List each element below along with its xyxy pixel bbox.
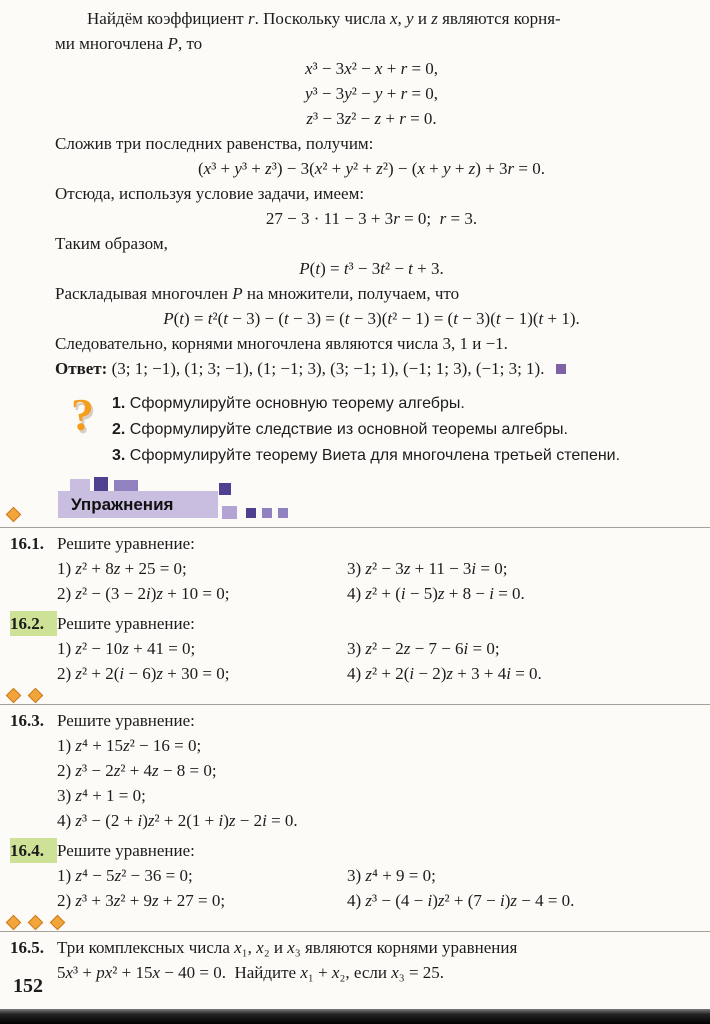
exercise-task: Решите уравнение: bbox=[57, 534, 195, 553]
equation-system-x: x³ − 3x² − x + r = 0, bbox=[304, 59, 439, 78]
exercise-16-4 bbox=[0, 835, 710, 915]
exercise-task: Решите уравнение: bbox=[57, 614, 195, 633]
equation-polynomial: P(t) = t³ − 3t² − t + 3. bbox=[299, 259, 444, 278]
questions-block bbox=[55, 389, 688, 475]
question-item bbox=[112, 417, 666, 443]
decoration-square bbox=[219, 483, 231, 495]
exercise-item: 3) z⁴ + 1 = 0; bbox=[57, 786, 146, 805]
equation-factored: P(t) = t²(t − 3) − (t − 3) = (t − 3)(t² − 1) = (t − 3)(t − 1)(t + 1). bbox=[163, 309, 580, 328]
exercise-number: 16.1. bbox=[10, 534, 44, 553]
exercise-task: Решите уравнение: bbox=[57, 711, 195, 730]
question-mark-icon: ? bbox=[71, 389, 94, 440]
separator-diamonds bbox=[0, 688, 710, 704]
exercise-number-highlighted: 16.4. bbox=[10, 838, 57, 863]
exercise-number: 16.3. bbox=[10, 711, 44, 730]
exercise-column-left bbox=[57, 636, 347, 686]
question-number: 2. bbox=[112, 421, 126, 438]
decoration-square bbox=[222, 506, 237, 519]
question-text: Сформулируйте следствие из основной теоремы алгебры. bbox=[129, 421, 568, 438]
question-text: Сформулируйте теорему Виета для многочлена третьей степени. bbox=[129, 447, 621, 464]
equation-system-z: z³ − 3z² − z + r = 0. bbox=[306, 109, 437, 128]
answer-label: Ответ: bbox=[55, 359, 108, 378]
question-number: 3. bbox=[112, 447, 126, 464]
decoration-square bbox=[278, 508, 288, 518]
exercise-task-continued: 5x³ + px² + 15x − 40 = 0. Найдите x₁ + x₂, если x₃ = 25. bbox=[57, 963, 445, 982]
separator-diamonds bbox=[0, 915, 710, 931]
diamond-icon bbox=[28, 687, 44, 703]
exercises-header bbox=[0, 477, 710, 527]
exercise-16-5 bbox=[0, 932, 710, 987]
decoration-square bbox=[246, 508, 256, 518]
exercise-16-3 bbox=[0, 705, 710, 835]
exercise-items bbox=[57, 863, 688, 913]
diamond-icon bbox=[6, 914, 22, 930]
exercise-task: Три комплексных числа x₁, x₂ и x₃ являются корнями уравнения bbox=[57, 938, 518, 957]
exercise-items bbox=[57, 636, 688, 686]
diamond-icon bbox=[50, 914, 66, 930]
equation-condition: 27 − 3 · 11 − 3 + 3r = 0; r = 3. bbox=[265, 209, 478, 228]
question-item bbox=[112, 391, 666, 417]
exercise-item: 4) z³ − (2 + i)z² + 2(1 + i)z − 2i = 0. bbox=[57, 811, 298, 830]
exercise-number-highlighted: 16.2. bbox=[10, 611, 57, 636]
diamond-icon bbox=[6, 507, 22, 523]
qed-square-icon bbox=[556, 364, 566, 374]
solution-paragraph-factor: Раскладывая многочлен P на множители, получаем, что bbox=[55, 284, 460, 303]
solution-block bbox=[55, 6, 688, 381]
exercise-head bbox=[10, 531, 688, 556]
exercise-16-1 bbox=[0, 528, 710, 608]
exercise-column-right bbox=[347, 636, 542, 686]
exercise-item: 2) z³ + 3z² + 9z + 27 = 0; bbox=[57, 891, 226, 910]
equation-system-y: y³ − 3y² − y + r = 0, bbox=[304, 84, 439, 103]
exercise-item: 1) z⁴ − 5z² − 36 = 0; bbox=[57, 866, 193, 885]
exercise-head bbox=[10, 611, 688, 636]
page-number: 152 bbox=[13, 975, 43, 997]
diamond-icon bbox=[28, 914, 44, 930]
solution-paragraph-condition: Отсюда, используя условие задачи, имеем: bbox=[55, 184, 365, 203]
page-bottom-edge bbox=[0, 1009, 710, 1024]
diamond-icon bbox=[6, 687, 22, 703]
exercise-item: 2) z² + 2(i − 6)z + 30 = 0; bbox=[57, 664, 230, 683]
exercise-number: 16.5. bbox=[10, 938, 44, 957]
exercise-task: Решите уравнение: bbox=[57, 841, 195, 860]
answer-text: (3; 1; −1), (1; 3; −1), (1; −1; 3), (3; −1; 1), (−1; 1; 3), (−1; 3; 1). bbox=[111, 359, 545, 378]
exercise-item: 1) z² + 8z + 25 = 0; bbox=[57, 559, 187, 578]
exercise-column-left bbox=[57, 556, 347, 606]
exercise-column-right bbox=[347, 556, 525, 606]
exercise-item: 4) z² + 2(i − 2)z + 3 + 4i = 0. bbox=[347, 664, 542, 683]
exercise-item: 3) z² − 3z + 11 − 3i = 0; bbox=[347, 559, 508, 578]
solution-paragraph-sum: Сложив три последних равенства, получим: bbox=[55, 134, 374, 153]
exercise-item: 4) z³ − (4 − i)z² + (7 − i)z − 4 = 0. bbox=[347, 891, 575, 910]
exercise-item: 3) z⁴ + 9 = 0; bbox=[347, 866, 436, 885]
exercise-head bbox=[10, 935, 688, 960]
solution-paragraph-roots: Следовательно, корнями многочлена являются числа 3, 1 и −1. bbox=[55, 334, 508, 353]
solution-paragraph-intro-1: Найдём коэффициент r. Поскольку числа x, y и z являются корня- bbox=[87, 9, 561, 28]
exercise-head bbox=[10, 708, 688, 733]
question-item bbox=[112, 443, 666, 469]
exercise-item: 2) z³ − 2z² + 4z − 8 = 0; bbox=[57, 761, 217, 780]
exercises-title: Упражнения bbox=[71, 494, 174, 514]
decoration-square bbox=[94, 477, 108, 491]
exercise-16-2 bbox=[0, 608, 710, 688]
exercise-items bbox=[57, 556, 688, 606]
answer-line bbox=[55, 356, 688, 381]
exercise-item: 3) z² − 2z − 7 − 6i = 0; bbox=[347, 639, 500, 658]
question-number: 1. bbox=[112, 395, 126, 412]
question-text: Сформулируйте основную теорему алгебры. bbox=[129, 395, 465, 412]
exercise-column-left bbox=[57, 863, 347, 913]
solution-paragraph-thus: Таким образом, bbox=[55, 234, 168, 253]
exercise-item: 4) z² + (i − 5)z + 8 − i = 0. bbox=[347, 584, 525, 603]
exercise-items bbox=[57, 733, 688, 833]
solution-paragraph-intro-2: ми многочлена P, то bbox=[55, 34, 203, 53]
exercise-item: 2) z² − (3 − 2i)z + 10 = 0; bbox=[57, 584, 230, 603]
exercise-item: 1) z⁴ + 15z² − 16 = 0; bbox=[57, 736, 202, 755]
decoration-square bbox=[262, 508, 272, 518]
exercise-column-right bbox=[347, 863, 574, 913]
exercise-column-left bbox=[57, 733, 347, 833]
page-content bbox=[0, 0, 710, 475]
exercise-head bbox=[10, 838, 688, 863]
exercises-title-band bbox=[58, 491, 218, 518]
equation-sum: (x³ + y³ + z³) − 3(x² + y² + z²) − (x + y + z) + 3r = 0. bbox=[197, 159, 545, 178]
exercise-item: 1) z² − 10z + 41 = 0; bbox=[57, 639, 196, 658]
